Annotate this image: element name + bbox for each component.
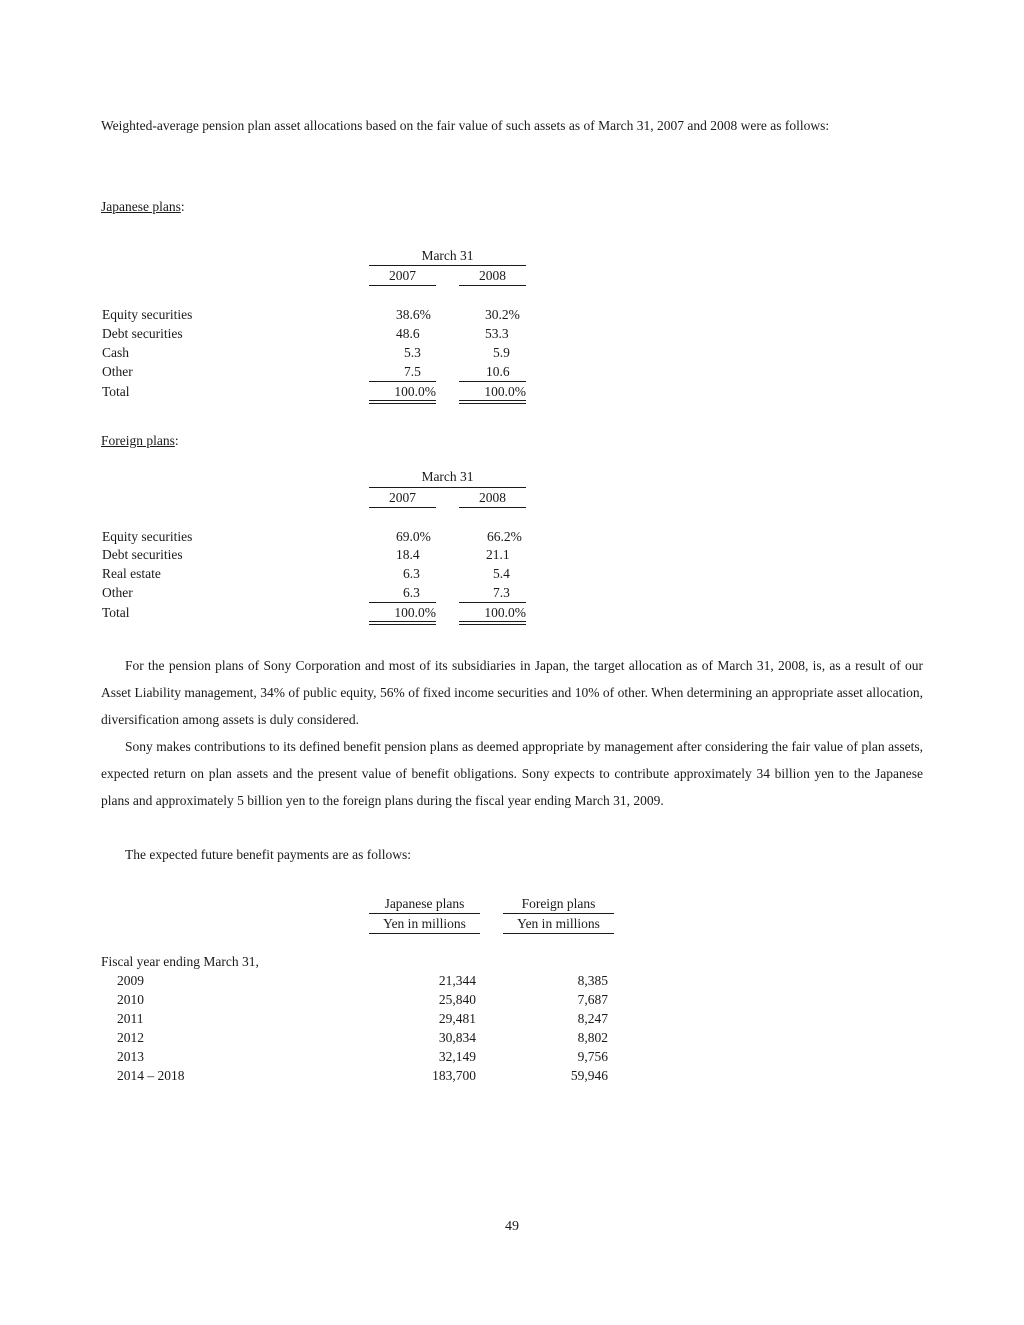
japanese-row-2007: 7.5 [404,364,421,379]
foreign-plans-col-header: Foreign plans [521,896,596,911]
japanese-plans-col-header: Japanese plans [384,896,465,911]
payment-row-year: 2010 [117,992,144,1007]
japanese-period-underline [369,265,526,266]
foreign-total-double-rule-2007 [369,621,436,625]
japanese-total-2008: 100.0% [484,384,526,399]
payment-row-foreign: 8,385 [577,973,608,988]
foreign-row-2008: 21.1 [486,547,510,562]
japanese-subtotal-rule-2008 [459,381,526,382]
payment-row-japanese: 183,700 [432,1068,476,1083]
payment-row-year: 2009 [117,973,144,988]
benefit-payments-intro: The expected future benefit payments are as follows: [125,847,412,862]
foreign-subtotal-rule-2007 [369,602,436,603]
payment-row-foreign: 7,687 [577,992,608,1007]
japanese-row-2008: 5.9 [493,345,510,360]
japanese-plans-heading [101,198,185,216]
japanese-total-2007: 100.0% [394,384,436,399]
foreign-row-2007: 6.3 [403,585,420,600]
payment-row-foreign: 59,946 [570,1068,608,1083]
foreign-total-2007: 100.0% [394,605,436,620]
foreign-period-header: March 31 [421,469,474,484]
japanese-row-label: Debt securities [102,326,183,341]
japanese-row-label: Other [102,364,133,379]
foreign-col-2007-underline [369,507,436,508]
japanese-plans-col-rule [369,913,480,914]
payment-row-foreign: 8,247 [577,1011,608,1026]
japanese-total-double-rule-2007 [369,400,436,404]
foreign-row-2007: 69.0% [396,529,431,544]
payment-row-japanese: 25,840 [438,992,476,1007]
foreign-total-double-rule-2008 [459,621,526,625]
japanese-unit-rule [369,933,480,934]
foreign-row-label: Debt securities [102,547,183,562]
japanese-total-label: Total [102,384,130,399]
japanese-plans-title: Japanese plans [101,199,181,214]
payment-row-year: 2013 [117,1049,144,1064]
foreign-row-label: Equity securities [102,529,193,544]
foreign-row-label: Other [102,585,133,600]
foreign-row-2008: 7.3 [493,585,510,600]
page-number: 49 [505,1219,519,1234]
japanese-row-2008: 30.2% [485,307,520,322]
foreign-total-label: Total [102,605,130,620]
japanese-row-label: Equity securities [102,307,193,322]
japanese-row-2007: 38.6% [396,307,431,322]
payment-row-japanese: 32,149 [438,1049,476,1064]
japanese-plans-colon: : [180,199,185,214]
japanese-col-2007: 2007 [389,268,416,283]
target-allocation-paragraph: For the pension plans of Sony Corporation and most of its subsidiaries in Japan, the target allocation as of March 31, 2008, is, as a result of our Asset Liability management, 34% of public equity, 56% of fixed income securities and 10% of other. When determining an appropriate asset allocation, diversification among assets is duly considered. [101,658,923,727]
japanese-row-2008: 53.3 [485,326,509,341]
foreign-unit-header: Yen in millions [517,916,600,931]
foreign-plans-colon: : [174,433,179,448]
japanese-period-header: March 31 [421,248,474,263]
japanese-row-label: Cash [102,345,129,360]
payment-row-japanese: 21,344 [438,973,476,988]
foreign-plans-heading [101,432,179,450]
japanese-subtotal-rule-2007 [369,381,436,382]
foreign-row-2008: 66.2% [487,529,522,544]
foreign-row-label: Real estate [102,566,161,581]
contributions-paragraph: Sony makes contributions to its defined benefit pension plans as deemed appropriate by management after considering the fair value of plan assets, expected return on plan assets and the present value of benefit obligations. Sony expects to contribute approximately 34 billion yen to the Japanese plans and approximately 5 billion yen to the foreign plans during the fiscal year ending March 31, 2009. [101,739,923,808]
japanese-row-2007: 48.6 [396,326,420,341]
payment-row-year: 2012 [117,1030,144,1045]
payment-row-foreign: 9,756 [577,1049,608,1064]
japanese-col-2008-underline [459,285,526,286]
intro-paragraph: Weighted-average pension plan asset allocations based on the fair value of such assets as of March 31, 2007 and 2008 were as follows: [101,118,830,133]
japanese-row-2008: 10.6 [486,364,510,379]
foreign-unit-rule [503,933,614,934]
japanese-total-double-rule-2008 [459,400,526,404]
foreign-period-underline [369,487,526,488]
payment-row-japanese: 30,834 [438,1030,476,1045]
foreign-row-2007: 6.3 [403,566,420,581]
foreign-total-2008: 100.0% [484,605,526,620]
foreign-col-2007: 2007 [389,490,416,505]
japanese-col-2008: 2008 [479,268,506,283]
foreign-plans-title: Foreign plans [101,433,175,448]
foreign-col-2008-underline [459,507,526,508]
japanese-col-2007-underline [369,285,436,286]
foreign-subtotal-rule-2008 [459,602,526,603]
japanese-row-2007: 5.3 [404,345,421,360]
japanese-unit-header: Yen in millions [383,916,466,931]
foreign-row-2007: 18.4 [396,547,420,562]
foreign-row-2008: 5.4 [493,566,510,581]
payment-row-foreign: 8,802 [577,1030,608,1045]
foreign-plans-col-rule [503,913,614,914]
foreign-col-2008: 2008 [479,490,506,505]
fiscal-year-label: Fiscal year ending March 31, [101,954,259,969]
payment-row-year: 2011 [117,1011,144,1026]
payment-row-year: 2014 – 2018 [117,1068,185,1083]
payment-row-japanese: 29,481 [438,1011,476,1026]
